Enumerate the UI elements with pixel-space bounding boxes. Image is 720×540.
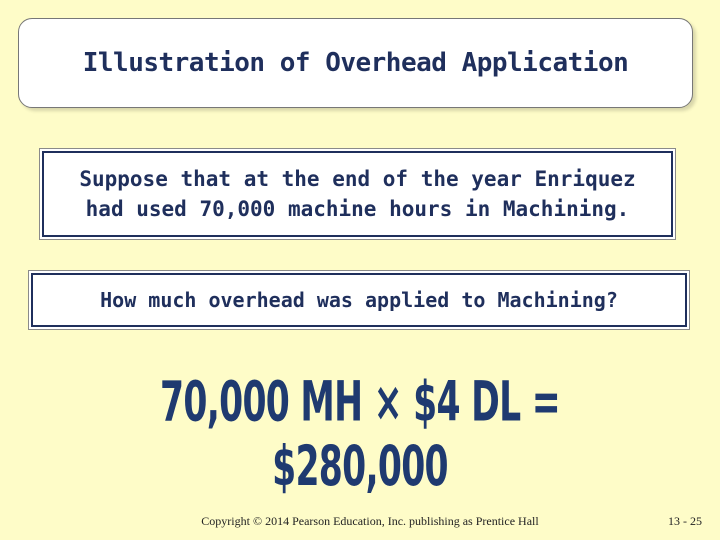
scenario-line-1: Suppose that at the end of the year Enriquez xyxy=(79,167,636,191)
scenario-text xyxy=(79,164,635,224)
slide-number: 13 - 25 xyxy=(668,514,702,528)
scenario-box xyxy=(42,151,673,237)
question-box xyxy=(31,273,687,327)
scenario-line-2: had used 70,000 machine hours in Machining. xyxy=(85,197,630,221)
slide-title: Illustration of Overhead Application xyxy=(82,48,629,78)
copyright-notice: Copyright © 2014 Pearson Education, Inc. publishing as Prentice Hall xyxy=(201,514,539,528)
question-text: How much overhead was applied to Machining? xyxy=(100,288,618,312)
overhead-formula: 70,000 MH × $4 DL = $280,000 xyxy=(160,370,560,499)
title-box xyxy=(18,18,693,108)
